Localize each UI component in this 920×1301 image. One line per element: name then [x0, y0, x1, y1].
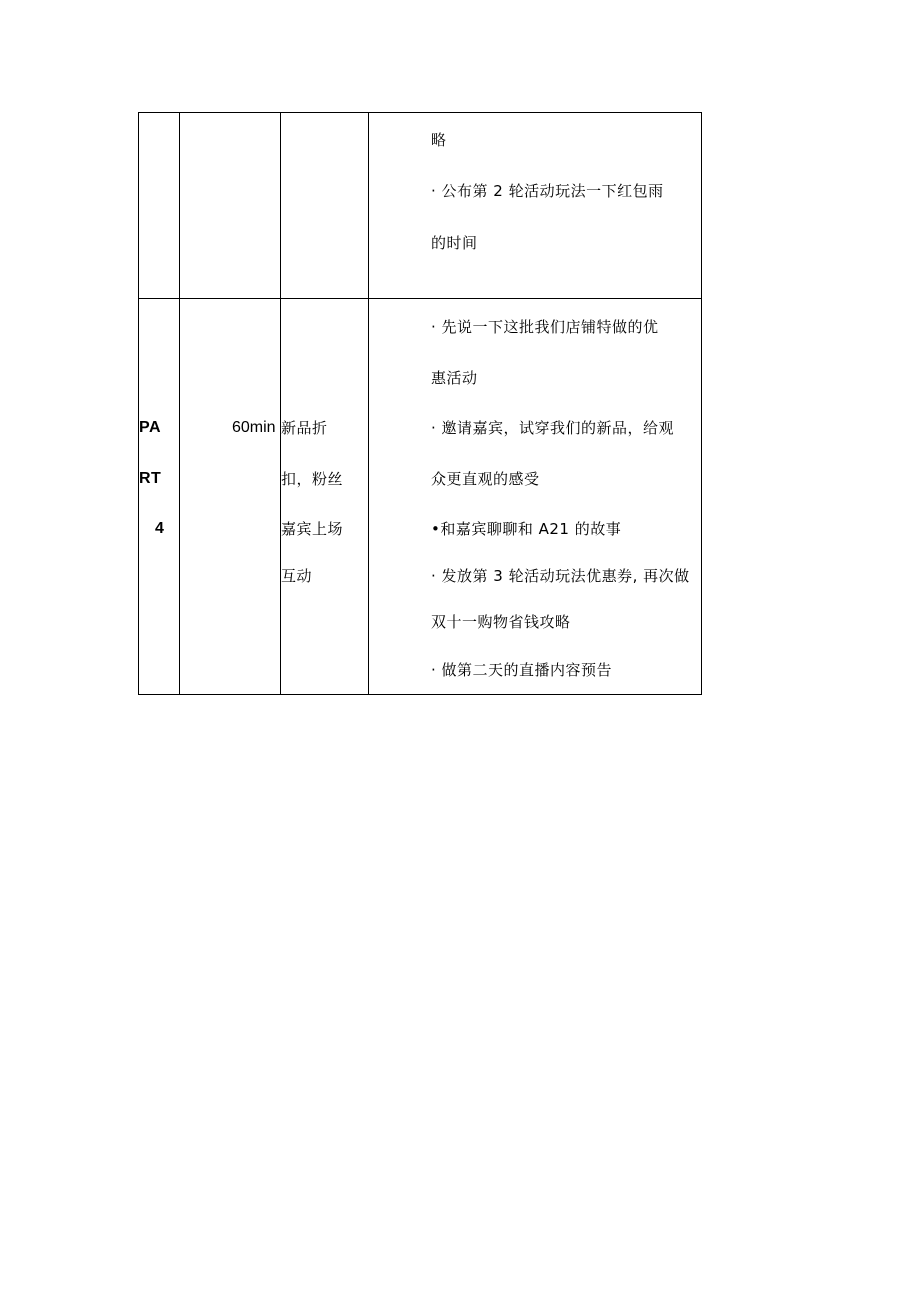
row1-content-line: · 公布第 2 轮活动玩法一下红包雨: [431, 182, 664, 200]
topic-line: 互动: [281, 567, 313, 585]
row2-content-line: 双十一购物省钱攻略: [431, 613, 571, 631]
table-bottom-border: [138, 694, 702, 695]
row2-content-line: •和嘉宾聊聊和 A21 的故事: [431, 520, 622, 538]
row2-content-line: · 邀请嘉宾，试穿我们的新品，给观: [431, 419, 675, 437]
part-label-line: PA: [139, 419, 162, 436]
row2-content-line: 惠活动: [431, 369, 478, 387]
table-right-border: [701, 112, 702, 695]
topic-line: 扣，粉丝: [281, 470, 344, 488]
topic-line: 新品折: [281, 419, 328, 437]
topic-line: 嘉宾上场: [281, 520, 344, 538]
duration-value: 60min: [232, 419, 276, 436]
table-top-border: [138, 112, 702, 113]
row2-content-line: · 先说一下这批我们店铺特做的优: [431, 318, 659, 336]
row2-content-line: · 做第二天的直播内容预告: [431, 661, 613, 679]
row2-content-line: · 发放第 3 轮活动玩法优惠券, 再次做: [431, 567, 690, 585]
table-col-divider-3: [368, 112, 369, 695]
row1-content-line: 的时间: [431, 234, 478, 252]
row2-content-line: 众更直观的感受: [431, 470, 540, 488]
row1-content-line: 略: [431, 131, 447, 149]
table-col-divider-1: [179, 112, 180, 695]
table-col-divider-2: [280, 112, 281, 695]
table-row-divider: [138, 298, 702, 299]
part-label-line: RT: [139, 470, 162, 487]
part-label-line: 4: [155, 520, 165, 537]
table-left-border: [138, 112, 139, 695]
